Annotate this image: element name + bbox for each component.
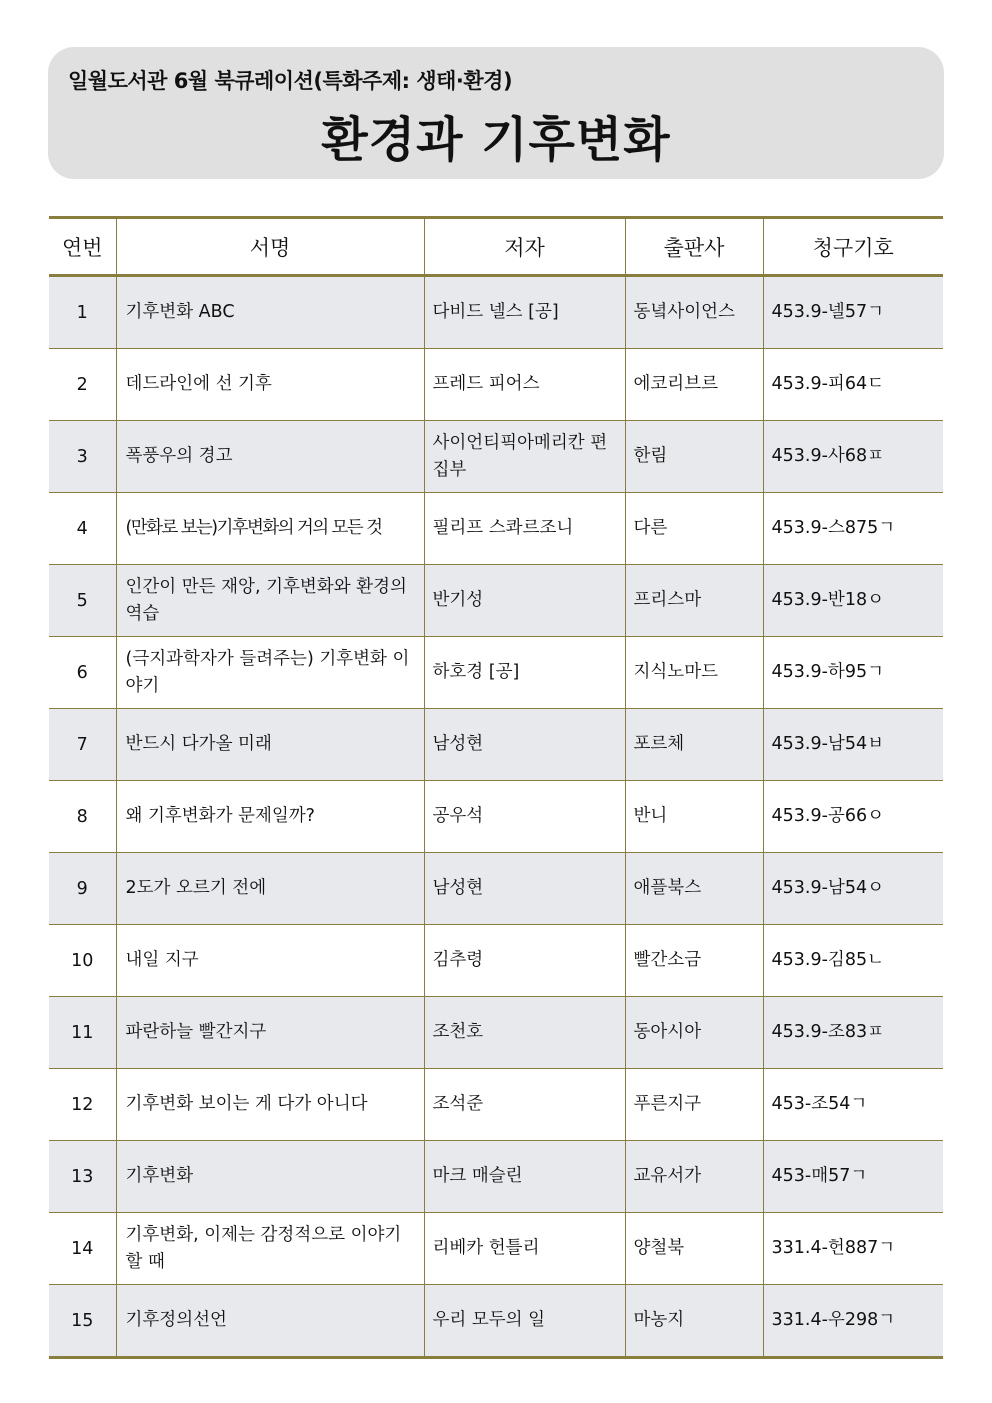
book-publisher: 애플북스 bbox=[625, 853, 763, 925]
header-banner bbox=[48, 47, 944, 179]
book-publisher: 교유서가 bbox=[625, 1141, 763, 1213]
book-author: 공우석 bbox=[424, 781, 625, 853]
book-call-number: 331.4-헌887ㄱ bbox=[763, 1213, 943, 1285]
book-publisher: 다른 bbox=[625, 493, 763, 565]
book-author: 남성현 bbox=[424, 853, 625, 925]
book-publisher: 반니 bbox=[625, 781, 763, 853]
row-number: 12 bbox=[49, 1069, 116, 1141]
row-number: 15 bbox=[49, 1285, 116, 1358]
book-call-number: 453.9-넬57ㄱ bbox=[763, 276, 943, 349]
book-list-table bbox=[49, 216, 943, 1359]
book-title: 기후변화, 이제는 감정적으로 이야기 할 때 bbox=[116, 1213, 424, 1285]
book-author: 프레드 피어스 bbox=[424, 349, 625, 421]
book-publisher: 양철북 bbox=[625, 1213, 763, 1285]
book-title: (만화로 보는)기후변화의 거의 모든 것 bbox=[116, 493, 424, 565]
row-number: 4 bbox=[49, 493, 116, 565]
row-number: 10 bbox=[49, 925, 116, 997]
book-author: 반기성 bbox=[424, 565, 625, 637]
row-number: 11 bbox=[49, 997, 116, 1069]
table-row bbox=[49, 276, 943, 349]
book-title: 왜 기후변화가 문제일까? bbox=[116, 781, 424, 853]
book-call-number: 453.9-조83ㅍ bbox=[763, 997, 943, 1069]
book-publisher: 빨간소금 bbox=[625, 925, 763, 997]
row-number: 3 bbox=[49, 421, 116, 493]
table-row bbox=[49, 709, 943, 781]
column-header-no: 연번 bbox=[49, 218, 116, 276]
book-author: 조석준 bbox=[424, 1069, 625, 1141]
book-title: 2도가 오르기 전에 bbox=[116, 853, 424, 925]
book-title: 기후변화 보이는 게 다가 아니다 bbox=[116, 1069, 424, 1141]
column-header-author: 저자 bbox=[424, 218, 625, 276]
table-row bbox=[49, 925, 943, 997]
table-row bbox=[49, 421, 943, 493]
book-author: 다비드 넬스 [공] bbox=[424, 276, 625, 349]
book-author: 남성현 bbox=[424, 709, 625, 781]
row-number: 5 bbox=[49, 565, 116, 637]
book-title: 기후변화 ABC bbox=[116, 276, 424, 349]
row-number: 6 bbox=[49, 637, 116, 709]
row-number: 9 bbox=[49, 853, 116, 925]
table-row bbox=[49, 349, 943, 421]
book-call-number: 453-조54ㄱ bbox=[763, 1069, 943, 1141]
book-title: 데드라인에 선 기후 bbox=[116, 349, 424, 421]
table-row bbox=[49, 565, 943, 637]
table-row bbox=[49, 853, 943, 925]
book-publisher: 한림 bbox=[625, 421, 763, 493]
row-number: 8 bbox=[49, 781, 116, 853]
book-publisher: 동녘사이언스 bbox=[625, 276, 763, 349]
table-row bbox=[49, 781, 943, 853]
book-author: 필리프 스콰르조니 bbox=[424, 493, 625, 565]
book-title: 폭풍우의 경고 bbox=[116, 421, 424, 493]
book-call-number: 453-매57ㄱ bbox=[763, 1141, 943, 1213]
book-call-number: 453.9-김85ㄴ bbox=[763, 925, 943, 997]
row-number: 2 bbox=[49, 349, 116, 421]
header-subtitle: 일월도서관 6월 북큐레이션(특화주제: 생태·환경) bbox=[68, 69, 513, 93]
table-row bbox=[49, 1141, 943, 1213]
book-title: (극지과학자가 들려주는) 기후변화 이야기 bbox=[116, 637, 424, 709]
table-header-row bbox=[49, 218, 943, 276]
column-header-publisher: 출판사 bbox=[625, 218, 763, 276]
book-title: 기후변화 bbox=[116, 1141, 424, 1213]
row-number: 14 bbox=[49, 1213, 116, 1285]
table-row bbox=[49, 1285, 943, 1358]
book-author: 사이언티픽아메리칸 편집부 bbox=[424, 421, 625, 493]
book-publisher: 에코리브르 bbox=[625, 349, 763, 421]
table-row bbox=[49, 997, 943, 1069]
book-call-number: 453.9-스875ㄱ bbox=[763, 493, 943, 565]
book-publisher: 지식노마드 bbox=[625, 637, 763, 709]
book-author: 하호경 [공] bbox=[424, 637, 625, 709]
book-call-number: 453.9-공66ㅇ bbox=[763, 781, 943, 853]
book-title: 파란하늘 빨간지구 bbox=[116, 997, 424, 1069]
page-title: 환경과 기후변화 bbox=[321, 112, 671, 168]
book-author: 마크 매슬린 bbox=[424, 1141, 625, 1213]
book-call-number: 453.9-하95ㄱ bbox=[763, 637, 943, 709]
book-author: 우리 모두의 일 bbox=[424, 1285, 625, 1358]
book-title: 기후정의선언 bbox=[116, 1285, 424, 1358]
book-call-number: 453.9-남54ㅂ bbox=[763, 709, 943, 781]
row-number: 13 bbox=[49, 1141, 116, 1213]
row-number: 1 bbox=[49, 276, 116, 349]
table-row bbox=[49, 1213, 943, 1285]
table-row bbox=[49, 493, 943, 565]
book-call-number: 453.9-반18ㅇ bbox=[763, 565, 943, 637]
book-title: 내일 지구 bbox=[116, 925, 424, 997]
book-author: 조천호 bbox=[424, 997, 625, 1069]
book-publisher: 푸른지구 bbox=[625, 1069, 763, 1141]
book-call-number: 331.4-우298ㄱ bbox=[763, 1285, 943, 1358]
table-row bbox=[49, 1069, 943, 1141]
book-title: 반드시 다가올 미래 bbox=[116, 709, 424, 781]
book-call-number: 453.9-남54ㅇ bbox=[763, 853, 943, 925]
table-row bbox=[49, 637, 943, 709]
book-publisher: 프리스마 bbox=[625, 565, 763, 637]
book-call-number: 453.9-사68ㅍ bbox=[763, 421, 943, 493]
column-header-title: 서명 bbox=[116, 218, 424, 276]
book-publisher: 마농지 bbox=[625, 1285, 763, 1358]
book-publisher: 동아시아 bbox=[625, 997, 763, 1069]
row-number: 7 bbox=[49, 709, 116, 781]
column-header-call-number: 청구기호 bbox=[763, 218, 943, 276]
book-title: 인간이 만든 재앙, 기후변화와 환경의 역습 bbox=[116, 565, 424, 637]
book-author: 김추령 bbox=[424, 925, 625, 997]
book-author: 리베카 헌틀리 bbox=[424, 1213, 625, 1285]
book-call-number: 453.9-피64ㄷ bbox=[763, 349, 943, 421]
book-publisher: 포르체 bbox=[625, 709, 763, 781]
